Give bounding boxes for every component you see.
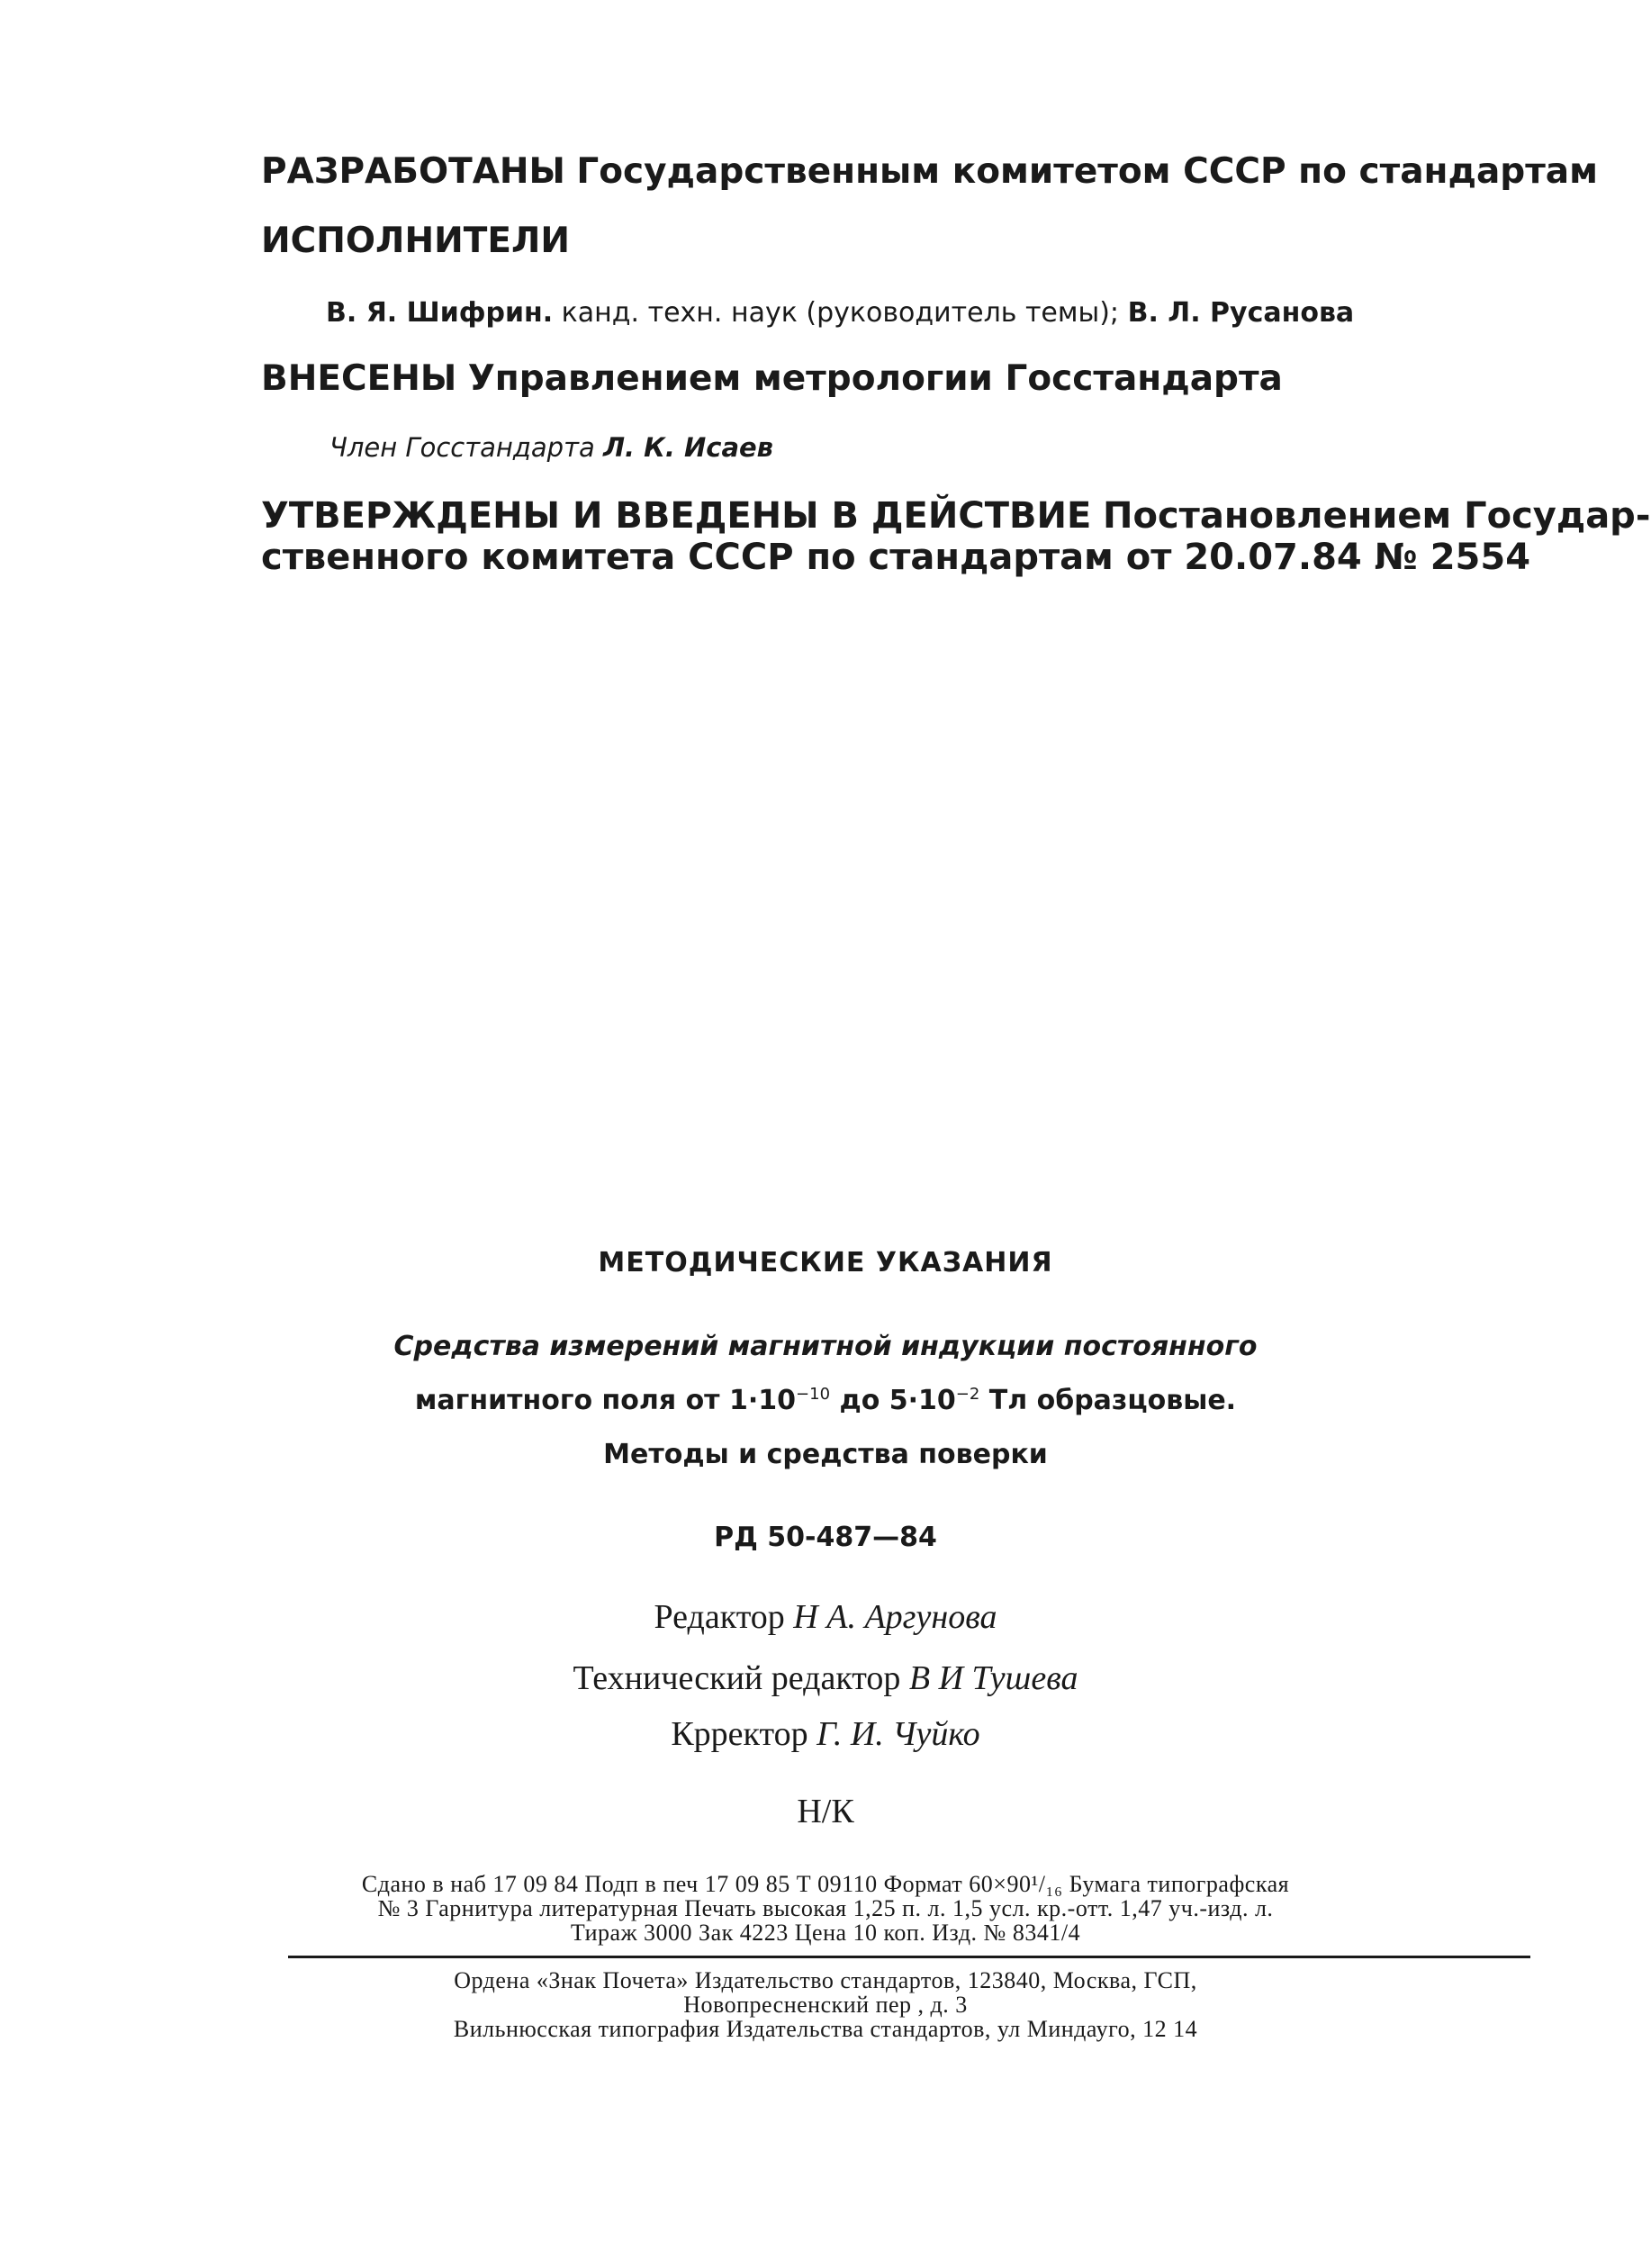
- performer-1-degree: канд. техн. наук (руководитель темы);: [561, 297, 1120, 329]
- approved-line-2: ственного комитета СССР по стандартам от 20.07.84 № 2554: [261, 537, 1531, 578]
- title-2-part-a: магнитного поля от 1·10: [414, 1385, 797, 1416]
- performers-line: [326, 297, 1354, 329]
- colophon-title-3: Методы и средства поверки: [603, 1439, 1048, 1470]
- colophon-heading: МЕТОДИЧЕСКИЕ УКАЗАНИЯ: [598, 1247, 1053, 1279]
- title-2-part-c: Тл образцовые.: [979, 1385, 1237, 1416]
- publisher-line-2: Новопресненский пер , д. 3: [683, 1992, 968, 2018]
- tech-editor-name: В И Тушева: [908, 1659, 1078, 1697]
- document-code: РД 50-487—84: [714, 1522, 937, 1553]
- member-line: [329, 432, 773, 463]
- printer-line: Вильнюсская типография Издательства стандартов, ул Миндауго, 12 14: [453, 2016, 1198, 2042]
- corrector-name: Г. И. Чуйко: [816, 1715, 980, 1753]
- colophon-title-2: [0, 1385, 1651, 1416]
- publisher-line-1: Ордена «Знак Почета» Издательство стандартов, 123840, Москва, ГСП,: [454, 1967, 1197, 1993]
- member-title: Член Госстандарта: [329, 432, 595, 463]
- colophon-title-1: Средства измерений магнитной индукции постоянного: [393, 1331, 1258, 1362]
- performer-2: В. Л. Русанова: [1127, 297, 1355, 329]
- nk-mark: Н/К: [797, 1793, 854, 1830]
- introduced-label: ВНЕСЕНЫ: [261, 358, 457, 399]
- imprint-line-1: Сдано в наб 17 09 84 Подп в печ 17 09 85 Т 09110 Формат 60×90¹/₁₆ Бумага типографская: [361, 1871, 1290, 1897]
- editor-label: Редактор: [654, 1598, 785, 1636]
- introduced-text: Управлением метрологии Госстандарта: [467, 358, 1283, 399]
- imprint-line-2: № 3 Гарнитура литературная Печать высокая 1,25 п. л. 1,5 усл. кр.-отт. 1,47 уч.-изд. л.: [377, 1895, 1274, 1921]
- title-2-part-b: до 5·10: [830, 1385, 956, 1416]
- imprint-divider: [288, 1956, 1530, 1958]
- performer-1: В. Я. Шифрин.: [326, 297, 554, 329]
- title-2-exp1: −10: [796, 1385, 831, 1404]
- member-name: Л. К. Исаев: [602, 432, 774, 463]
- developed-line: [261, 151, 1598, 192]
- imprint-line-3: Тираж 3000 Зак 4223 Цена 10 коп. Изд. № 8341/4: [570, 1920, 1081, 1946]
- editor-name: Н А. Аргунова: [793, 1598, 997, 1636]
- approved-text-1: Постановлением Государ-: [1103, 495, 1651, 537]
- developed-text: Государственным комитетом СССР по стандартам: [576, 151, 1598, 192]
- tech-editor-line: [0, 1658, 1651, 1698]
- corrector-label: Крректор: [671, 1715, 808, 1753]
- performers-label: ИСПОЛНИТЕЛИ: [261, 221, 571, 261]
- title-2-exp2: −2: [955, 1385, 980, 1404]
- tech-editor-label: Технический редактор: [573, 1659, 901, 1697]
- introduced-line: [261, 358, 1283, 399]
- corrector-line: [0, 1714, 1651, 1754]
- developed-label: РАЗРАБОТАНЫ: [261, 151, 565, 192]
- approved-line-1: [261, 495, 1650, 537]
- editor-line: [0, 1597, 1651, 1637]
- approved-label: УТВЕРЖДЕНЫ И ВВЕДЕНЫ В ДЕЙСТВИЕ: [261, 495, 1092, 537]
